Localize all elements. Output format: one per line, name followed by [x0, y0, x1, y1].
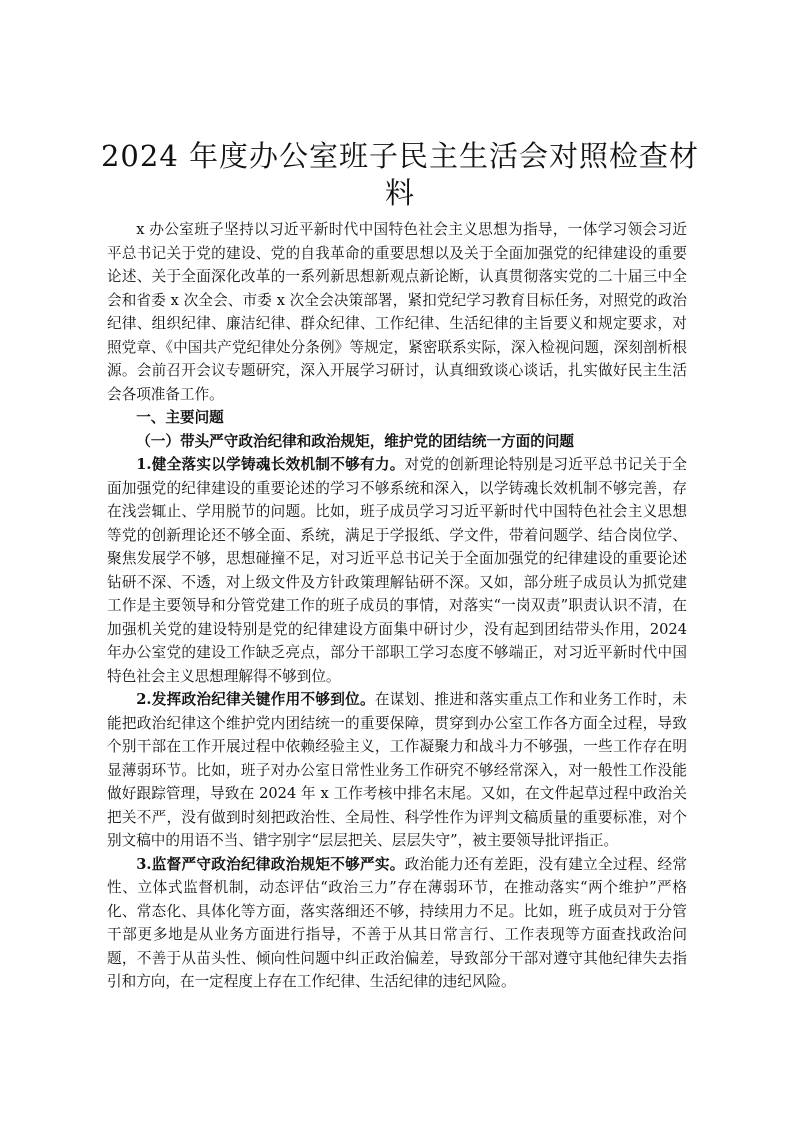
issue-paragraph-2: [107, 688, 687, 853]
subsection-heading: （一）带头严守政治纪律和政治规矩，维护党的团结统一方面的问题: [136, 432, 575, 450]
intro-paragraph: x 办公室班子坚持以习近平新时代中国特色社会主义思想为指导，一体学习领会习近平总书记关于党的建设、党的自我革命的重要思想以及关于全面加强党的纪律建设的重要论述、关于全面深化改革的一系列新思想新观点新论断，认真贯彻落实党的二十届三中全会和省委 x 次全会、市委 x 次全会决策部署，紧扣党纪学习教育目标任务，对照党的政治纪律、组织纪律、廉洁纪律、群众纪律、工作纪律、生活纪律的主旨要义和规定要求，对照党章、《中国共产党纪律处分条例》等规定，紧密联系实际，深入检视问题，深刻剖析根源。会前召开会议专题研究，深入开展学习研讨，认真细致谈心谈话，扎实做好民主生活会各项准备工作。: [107, 221, 687, 403]
document-body: [107, 218, 687, 994]
issue-text-1: 对党的创新理论特别是习近平总书记关于全面加强党的纪律建设的重要论述的学习不够系统和深入，以学铸魂长效机制不够完善，存在浅尝辄止、学用脱节的问题。比如，班子成员学习习近平新时代中国特色社会主义思想等党的创新理论还不够全面、系统，满足于学报纸、学文件，带着问题学、结合岗位学、聚焦发展学不够，思想碰撞不足，对习近平总书记关于全面加强党的纪律建设的重要论述钻研不深、不透，对上级文件及方针政策理解钻研不深。又如，部分班子成员认为抓党建工作是主要领导和分管党建工作的班子成员的事情，对落实“一岗双责”职责认识不清，在加强机关党的建设特别是党的纪律建设方面集中研讨少，没有起到团结带头作用，2024 年办公室党的建设工作缺乏亮点，部分干部职工学习态度不够端正，对习近平新时代中国特色社会主义思想理解得不够到位。: [107, 456, 687, 685]
issue-lead-2: 2.发挥政治纪律关键作用不够到位。: [136, 691, 375, 708]
issue-paragraph-1: [107, 453, 687, 688]
section-heading: 一、主要问题: [136, 409, 224, 426]
issue-text-2: 在谋划、推进和落实重点工作和业务工作时，未能把政治纪律这个维护党内团结统一的重要保障，贯穿到办公室工作各方面全过程，导致个别干部在工作开展过程中依赖经验主义，工作凝聚力和战斗力不够强，一些工作存在明显薄弱环节。比如，班子对办公室日常性业务工作研究不够经常深入，对一般性工作没能做好跟踪管理，导致在 2024 年 x 工作考核中排名末尾。又如，在文件起草过程中政治关把关不严，没有做到时刻把政治性、全局性、科学性作为评判文稿质量的重要标准，对个别文稿中的用语不当、错字别字“层层把关、层层失守”，被主要领导批评指正。: [107, 691, 687, 849]
issue-paragraph-3: [107, 853, 687, 994]
issue-text-3: 政治能力还有差距，没有建立全过程、经常性、立体式监督机制，动态评估“政治三力”存在薄弱环节，在推动落实“两个维护”严格化、常态化、具体化等方面，落实落细还不够，持续用力不足。比如，班子成员对于分管干部更多地是从业务方面进行指导，不善于从其日常言行、工作表现等方面查找政治问题，不善于从苗头性、倾向性问题中纠正政治偏差，导致部分干部对遵守其他纪律失去指引和方向，在一定程度上存在工作纪律、生活纪律的违纪风险。: [107, 855, 687, 990]
document-title: 2024 年度办公室班子民主生活会对照检查材料: [100, 139, 700, 210]
issue-lead-3: 3.监督严守政治纪律政治规矩不够严实。: [136, 855, 405, 873]
issue-lead-1: 1.健全落实以学铸魂长效机制不够有力。: [136, 456, 405, 473]
